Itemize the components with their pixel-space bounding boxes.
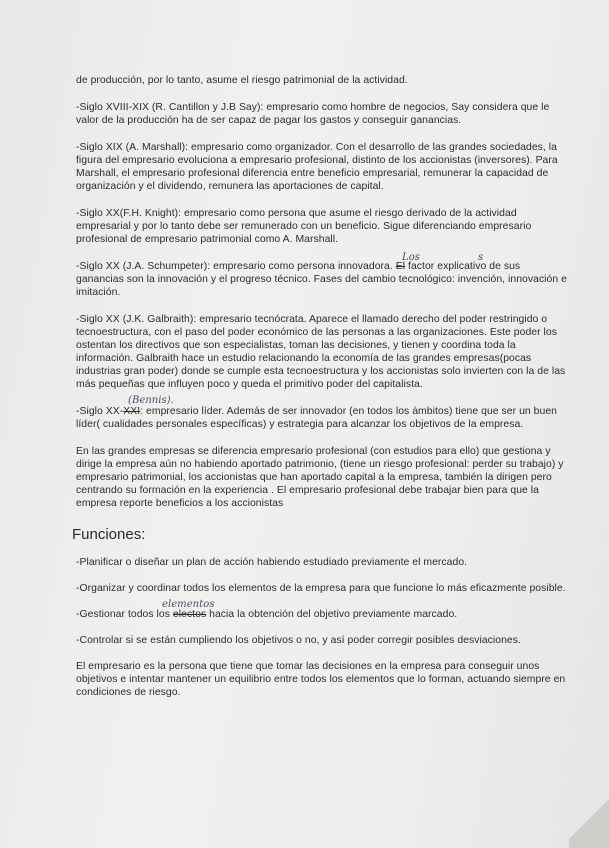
paragraph-marshall: -Siglo XIX (A. Marshall): empresario como organizador. Con el desarrollo de las grandes sociedades, la figura del empresario evoluciona a empresario profesional, distinto de los accionistas (inversores). Para Marshall, el empresario profesional diferencia entre beneficio empresarial, remunerar la capacidad de organización y el dividendo, remunera las aportaciones de capital. [76,142,558,192]
gestionar-text-end: hacia la obtención del objetivo previamente marcado. [206,609,458,620]
handwritten-s: s [478,252,484,263]
paragraph-lider [76,395,569,431]
schumpeter-text-start: -Siglo XX (J.A. Schumpeter): empresario como persona innovadora. [76,261,396,272]
gestionar-struck-word: electos [172,609,207,620]
funcion-controlar: -Controlar si se están cumpliendo los objetivos o no, y así poder corregir posibles desviaciones. [76,635,521,646]
funciones-heading: Funciones: [72,526,146,543]
paragraph-knight: -Siglo XX(F.H. Knight): empresario como persona que asume el riesgo derivado de la actividad empresarial y por lo tanto debe ser remunerado con un beneficio. Sigue diferenciando empresario profesional de empresario patrimonial como A. Marshall. [76,208,532,245]
lider-text-start: -Siglo XX- [76,406,124,417]
funcion-planificar: -Planificar o diseñar un plan de acción habiendo estudiado previamente el mercado. [76,557,468,568]
gestionar-text-start: -Gestionar todos los [76,609,173,620]
lider-text-end: : empresario líder. Además de ser innovador (en todos los ámbitos) tiene que ser un buen líder( cualidades personales específicas) y estrategia para alcanzar los objetivos de la empresa. [76,406,557,430]
handwritten-los: Los [402,252,420,263]
funcion-organizar: -Organizar y coordinar todos los elementos de la empresa para que funcione lo más eficazmente posible. [76,583,566,594]
paragraph-galbraith: -Siglo XX (J.K. Galbraith): empresario tecnócrata. Aparece el llamado derecho del poder restringido o tecnoestructura, con el paso del poder económico de las personas a las organizaciones. Este poder los ostentan los directivos que son especialistas, toman las decisiones, y tienen y coordina toda la información. Galbraith hace un estudio relacionando la economía de las grandes empresas(pocas industrias gran poder) donde se cumple esta tecnoestructura y los accionistas solo invierten con la de las más pequeñas que influyen poco y queda el primitivo poder del capitalista. [76,314,566,390]
paragraph-schumpeter [76,252,569,299]
handwritten-bennis: (Bennis). [128,395,174,406]
paragraph-cantillon-say: -Siglo XVIII-XIX (R. Cantillon y J.B Say): empresario como hombre de negocios, Say considera que le valor de la producción ha de ser capaz de pagar los gastos y conseguir ganancias. [76,102,550,126]
lider-struck-word: XXI [123,406,141,417]
paragraph-grandes-empresas: En las grandes empresas se diferencia empresario profesional (con estudios para ello) que gestiona y dirige la empresa aún no habiendo aportado patrimonio, (tiene un riesgo profesional: perder su trabajo) y empresario patrimonial, los accionistas que han aportado capital a la empresa, también la dirigen pero centrando su formación en la experiencia . El empresario profesional debe trabajar bien para que la empresa reporte beneficios a los accionistas [76,446,564,509]
schumpeter-struck-word: El [395,261,406,272]
handwritten-elementos: elementos [162,599,215,610]
schumpeter-text-end: factor explicativo de sus ganancias son la innovación y el progreso técnico. Fases del cambio tecnológico: invención, innovación e imitación. [76,261,567,298]
paragraph-intro: de producción, por lo tanto, asume el riesgo patrimonial de la actividad. [76,75,408,86]
page-corner-fold [569,778,609,848]
funcion-gestionar [76,599,569,621]
paragraph-conclusion: El empresario es la persona que tiene que tomar las decisiones en la empresa para conseguir unos objetivos e intentar mantener un equilibrio entre todos los elementos que lo forman, actuando siempre en condiciones de riesgo. [76,661,566,698]
